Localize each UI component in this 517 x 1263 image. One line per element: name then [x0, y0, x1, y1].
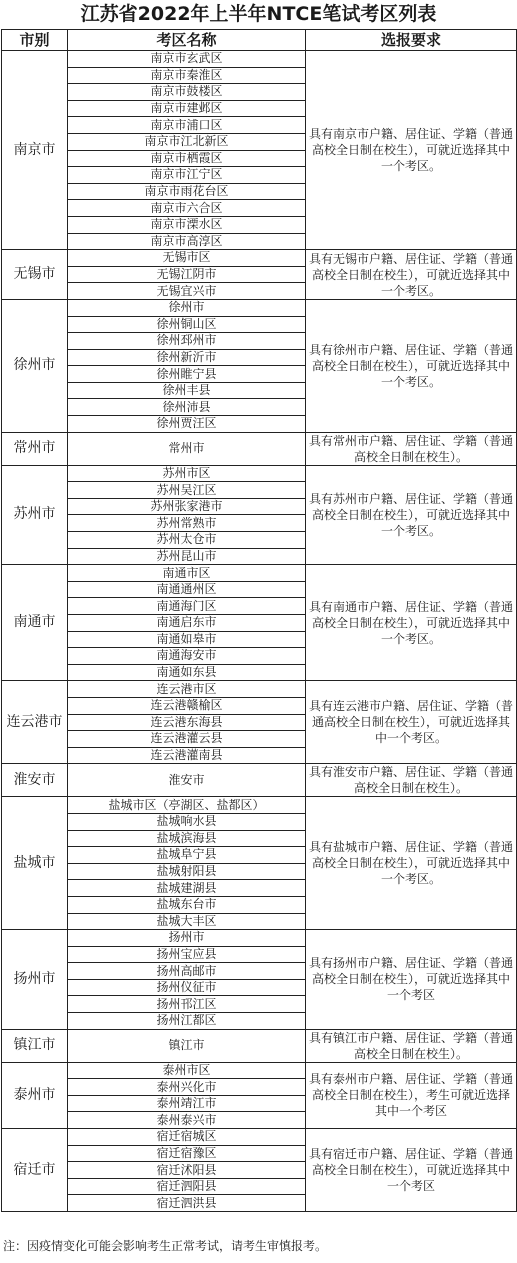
requirement-cell: 具有宿迁市户籍、居住证、学籍（普通高校全日制在校生），可就近选择其中一个考区 [306, 1129, 517, 1212]
area-cell: 苏州常熟市 [68, 515, 306, 532]
area-cell: 南京市雨花台区 [68, 183, 306, 200]
requirement-cell: 具有苏州市户籍、居住证、学籍（普通高校全日制在校生），可就近选择其中一个考区。 [306, 465, 517, 565]
requirement-cell: 具有无锡市户籍、居住证、学籍（普通高校全日制在校生），可就近选择其中一个考区。 [306, 250, 517, 300]
requirement-cell: 具有连云港市户籍、居住证、学籍（普通高校全日制在校生），可就近选择其中一个考区。 [306, 681, 517, 764]
area-cell: 苏州昆山市 [68, 548, 306, 565]
requirement-cell: 具有徐州市户籍、居住证、学籍（普通高校全日制在校生），可就近选择其中一个考区。 [306, 299, 517, 432]
area-cell: 宿迁宿豫区 [68, 1145, 306, 1162]
table-row [2, 299, 517, 316]
table-row [2, 797, 517, 814]
area-cell: 盐城射阳县 [68, 863, 306, 880]
city-cell: 南京市 [2, 51, 68, 250]
area-cell: 扬州宝应县 [68, 946, 306, 963]
area-cell: 苏州吴江区 [68, 482, 306, 499]
area-cell: 南京市栖霞区 [68, 150, 306, 167]
city-cell: 泰州市 [2, 1062, 68, 1128]
area-cell: 苏州市区 [68, 465, 306, 482]
requirement-cell: 具有淮安市户籍、居住证、学籍（普通高校全日制在校生）。 [306, 764, 517, 797]
city-cell: 连云港市 [2, 681, 68, 764]
table-row [2, 930, 517, 947]
table-row [2, 1029, 517, 1062]
area-cell: 南京市玄武区 [68, 51, 306, 68]
area-cell: 无锡市区 [68, 250, 306, 267]
area-cell: 徐州贾汪区 [68, 416, 306, 433]
area-cell: 徐州邳州市 [68, 333, 306, 350]
exam-area-table [1, 29, 517, 1212]
area-cell: 南京市秦淮区 [68, 67, 306, 84]
area-cell: 苏州张家港市 [68, 498, 306, 515]
requirement-cell: 具有南京市户籍、居住证、学籍（普通高校全日制在校生），可就近选择其中一个考区。 [306, 51, 517, 250]
area-cell: 扬州市 [68, 930, 306, 947]
table-row [2, 681, 517, 698]
area-cell: 连云港东海县 [68, 714, 306, 731]
area-cell: 泰州靖江市 [68, 1095, 306, 1112]
city-cell: 盐城市 [2, 797, 68, 930]
page-title: 江苏省2022年上半年NTCE笔试考区列表 [80, 3, 437, 25]
area-cell: 连云港赣榆区 [68, 697, 306, 714]
area-cell: 常州市 [68, 432, 306, 465]
header-area: 考区名称 [68, 30, 306, 51]
area-cell: 泰州兴化市 [68, 1079, 306, 1096]
requirement-cell: 具有镇江市户籍、居住证、学籍（普通高校全日制在校生）。 [306, 1029, 517, 1062]
area-cell: 南通通州区 [68, 581, 306, 598]
area-cell: 徐州新沂市 [68, 349, 306, 366]
header-city: 市别 [2, 30, 68, 51]
area-cell: 南通启东市 [68, 615, 306, 632]
area-cell: 扬州邗江区 [68, 996, 306, 1013]
header-requirement: 选报要求 [306, 30, 517, 51]
area-cell: 南通如东县 [68, 664, 306, 681]
area-cell: 南通市区 [68, 565, 306, 582]
area-cell: 泰州市区 [68, 1062, 306, 1079]
table-row [2, 764, 517, 797]
area-cell: 南通海门区 [68, 598, 306, 615]
area-cell: 南通如皋市 [68, 631, 306, 648]
area-cell: 盐城市区（亭湖区、盐都区） [68, 797, 306, 814]
city-cell: 淮安市 [2, 764, 68, 797]
table-row [2, 250, 517, 267]
city-cell: 南通市 [2, 565, 68, 681]
area-cell: 徐州市 [68, 299, 306, 316]
area-cell: 盐城阜宁县 [68, 847, 306, 864]
table-row [2, 1129, 517, 1146]
area-cell: 盐城建湖县 [68, 880, 306, 897]
area-cell: 盐城大丰区 [68, 913, 306, 930]
area-cell: 徐州沛县 [68, 399, 306, 416]
area-cell: 无锡宜兴市 [68, 283, 306, 300]
requirement-cell: 具有常州市户籍、居住证、学籍（普通高校全日制在校生）。 [306, 432, 517, 465]
city-cell: 宿迁市 [2, 1129, 68, 1212]
area-cell: 南京市鼓楼区 [68, 84, 306, 101]
area-cell: 南京市溧水区 [68, 216, 306, 233]
area-cell: 连云港市区 [68, 681, 306, 698]
area-cell: 无锡江阴市 [68, 266, 306, 283]
city-cell: 苏州市 [2, 465, 68, 565]
area-cell: 盐城响水县 [68, 813, 306, 830]
city-cell: 徐州市 [2, 299, 68, 432]
area-cell: 徐州丰县 [68, 382, 306, 399]
area-cell: 南京市浦口区 [68, 117, 306, 134]
requirement-cell: 具有盐城市户籍、居住证、学籍（普通高校全日制在校生），可就近选择其中一个考区。 [306, 797, 517, 930]
table-body [2, 30, 517, 1212]
area-cell: 扬州江都区 [68, 1013, 306, 1030]
area-cell: 扬州高邮市 [68, 963, 306, 980]
area-cell: 连云港灌云县 [68, 731, 306, 748]
table-row [2, 51, 517, 68]
area-cell: 南京市江北新区 [68, 133, 306, 150]
area-cell: 淮安市 [68, 764, 306, 797]
city-cell: 镇江市 [2, 1029, 68, 1062]
area-cell: 南京市建邺区 [68, 100, 306, 117]
city-cell: 常州市 [2, 432, 68, 465]
requirement-cell: 具有扬州市户籍、居住证、学籍（普通高校全日制在校生），可就近选择其中一个考区 [306, 930, 517, 1030]
area-cell: 盐城东台市 [68, 896, 306, 913]
table-row [2, 1062, 517, 1079]
table-row [2, 432, 517, 465]
city-cell: 无锡市 [2, 250, 68, 300]
area-cell: 宿迁宿城区 [68, 1129, 306, 1146]
area-cell: 扬州仪征市 [68, 979, 306, 996]
city-cell: 扬州市 [2, 930, 68, 1030]
requirement-cell: 具有南通市户籍、居住证、学籍（普通高校全日制在校生），可就近选择其中一个考区。 [306, 565, 517, 681]
area-cell: 连云港灌南县 [68, 747, 306, 764]
area-cell: 徐州睢宁县 [68, 366, 306, 383]
area-cell: 南京市江宁区 [68, 167, 306, 184]
area-cell: 泰州泰兴市 [68, 1112, 306, 1129]
requirement-cell: 具有泰州市户籍、居住证、学籍（普通高校全日制在校生），考生可就近选择其中一个考区 [306, 1062, 517, 1128]
table-row [2, 465, 517, 482]
area-cell: 南京市六合区 [68, 200, 306, 217]
area-cell: 南京市高淳区 [68, 233, 306, 250]
footnote: 注：因疫情变化可能会影响考生正常考试，请考生审慎报考。 [3, 1239, 328, 1253]
area-cell: 南通海安市 [68, 648, 306, 665]
area-cell: 苏州太仓市 [68, 532, 306, 549]
area-cell: 徐州铜山区 [68, 316, 306, 333]
area-cell: 宿迁泗洪县 [68, 1195, 306, 1212]
area-cell: 盐城滨海县 [68, 830, 306, 847]
area-cell: 镇江市 [68, 1029, 306, 1062]
table-row [2, 565, 517, 582]
area-cell: 宿迁沭阳县 [68, 1162, 306, 1179]
area-cell: 宿迁泗阳县 [68, 1178, 306, 1195]
table-header-row [2, 30, 517, 51]
